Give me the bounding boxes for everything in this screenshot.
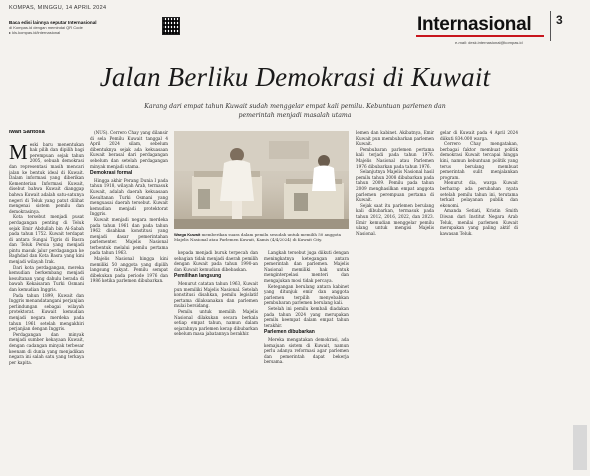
paragraph: Pembubaran parlemen pertama kali terjadi pada tahun 1976. Majelis Nasional atau Parlemen 1976 dibubarkan pada tahun 1976. <box>356 146 434 169</box>
section-heading: Pemilihan langsung <box>174 273 222 280</box>
paragraph: gelar di Kuwait pada 4 April 2024 diikuti 834.000 warga. <box>440 130 518 141</box>
article-column-3 <box>174 250 258 470</box>
paragraph: (NUS). Cerrero Chay yang dilansir di sela Pemilu Kuwait tanggal 4 April 2024 silam, sebelum dibentuknya sejak ada kekuasaan Kuwait berasal dari perdagangan sebelum dan setelah perdagangan minyak menjadi utama. <box>90 130 168 169</box>
section-rule <box>416 35 544 37</box>
paragraph: Amanda Setiati, Kristin Smith Diwan dari Institut Negara Arab Teluk, menilai parlemen Kuwait merupakan yang paling aktif di kawasan Teluk. <box>440 208 518 236</box>
article-column-6 <box>440 130 518 470</box>
paragraph: Sejak saat itu parlemen berulang kali dibubarkan, termasuk pada tahun 2012, 2016, 2022, dan 2023. Emir kemudian menggelar pemilu ulang untuk mengisi Majelis Nasional. <box>356 202 434 236</box>
paragraph: Cerrero Chay mengatakan, berbagai faktor membuat politik demokrasi Kuwait tercapai hingga kini, namun kebuntuan politik yang terus berulang membuat pemerintah sulit menjalankan program. <box>440 141 518 180</box>
voting-photo-illustration <box>174 131 349 229</box>
article-headline: Jalan Berliku Demokrasi di Kuwait <box>99 62 491 92</box>
photo-caption-text: memberikan suara dalam pemilu sesudah untuk memilih 50 anggota Majelis Nasional atau Parlemen Kuwait, Kamis (4/4/2024) di Kuwait City. <box>174 232 342 243</box>
article-column-2 <box>90 130 168 470</box>
qr-code-icon[interactable] <box>162 17 180 35</box>
page-number-divider <box>550 11 551 41</box>
paragraph: lemen dan kabinet. Akibatnya, Emir Kuwait pun membubarkan parlemen Kuwait. <box>356 130 434 147</box>
paragraph: Perdagangan dan minyak menjadi sumber kekayaan Kuwait, dengan cadangan minyak terbesar keenam di dunia yang menjadikan negara ini salah satu yang terkaya per kapita. <box>9 331 84 365</box>
promo-link[interactable]: ▸ kls.kompas.id/internasional <box>9 30 61 35</box>
promo-text: di Kompas.id dengan memindai QR Code <box>9 25 83 30</box>
paragraph: eski baru menentukan hak pilih dan dipilih bagi perempuan sejak tahun 2005, sebuah demokrasi dan representasi masih mencari jalan ke bentuk ideal di Kuwait. Dalam informasi yang diberikan Kementerian Informasi Kuwait, disebut bahwa Kuwait dianggap bahwa Kuwait adalah satu-satunya negeri di Teluk yang patut dilihat mengenai sistem pemilu dan demokrasinya. <box>9 141 84 214</box>
article-column-1 <box>9 130 84 470</box>
corner-watermark <box>573 425 587 470</box>
promo-title: Baca edisi lainnya seputar Internasional <box>9 20 97 25</box>
article-column-4 <box>264 250 349 470</box>
paragraph: Mereka mengatakan demokrasi, ada kemajuan sistem di Kuwait, namun perlu adanya reformasi agar parlemen dan pemerintah dapat bekerja bersama. <box>264 336 349 365</box>
paragraph: Setelah ini pemilu kembali diadakan pada tahun 2024 yang merupakan pemilu keempat dalam empat tahun terakhir. <box>264 305 349 328</box>
paragraph: Langkah tersebut juga diikuti dengan meningkatnya ketegangan antara pemerintah dan parlemen. Majelis Nasional memiliki hak untuk menginterpelasi menteri dan mengajukan mosi tidak percaya. <box>264 250 349 283</box>
paragraph: Selanjutnya Majelis Nasional hasil pemilu tahun 2008 dibubarkan pada tahun 2009. Pemilu pada tahun 2009 menghasilkan empat anggota parlemen perempuan pertama di Kuwait. <box>356 169 434 203</box>
section-heading: Demokrasi formal <box>90 170 133 177</box>
paragraph: Pemilu untuk memilih Majelis Nasional dilakukan secara berkala setiap empat tahun, namun dalam sejarahnya parlemen kerap dibubarkan sebelum masa jabatannya berakhir. <box>174 308 258 337</box>
paragraph: Pada tahun 1899, Kuwait dan Inggris menandatangani perjanjian perlindungan sebagai wilayah protektorat. Kuwait kemudian menjadi negara merdeka pada tahun 1961 setelah mengakhiri perjanjian dengan Inggris. <box>9 292 84 332</box>
photo-caption <box>174 232 349 242</box>
article-subheadline: Karang dari empat tahun Kuwait sudah menggelar empat kali pemilu. Kebuntuan parlemen dan pemerintah menjadi masalah utama <box>144 103 446 119</box>
paragraph: Dari kota perdagangan, mereka kemudian berkembang menjadi kesultanan yang dahulu berada di bawah Kekaisaran Turki Osmani dan kemudian Inggris. <box>9 264 84 293</box>
section-title: Internasional <box>417 14 532 35</box>
paragraph: Menurut dia, warga Kuwait berharap ada perubahan nyata setelah pemilu tahun ini, terutama terkait pelayanan publik dan ekonomi. <box>440 180 518 208</box>
author-byline: Iwan Santosa <box>9 130 45 135</box>
paragraph: kepada menjadi buruk terpecah dan sebagian tidak menjadi daerah pemilih dengan Kuwait pada tahun 1990-an dan Kuwait kemudian dibebaskan. <box>174 250 258 272</box>
page-header <box>0 0 590 48</box>
side-watermark <box>573 70 587 170</box>
page-number: 3 <box>556 13 563 27</box>
section-heading: Parlemen dibubarkan <box>264 329 315 336</box>
paragraph: Majelis Nasional hingga kini memiliki 50 anggota yang dipilih langsung rakyat. Pemilu sempat dibekukan pada periode 1976 dan 1986 ketika parlemen dibubarkan. <box>90 256 168 284</box>
paragraph: Kota tersebut menjadi pusat perdagangan penting di Teluk sejak Emir Abdullah bin Al-Sabah pada tahun 1752. Kuwait terdapat di antara Sungai Tigris di Basra dan Teluk Persia yang menjadi pintu masuk jalur perdagangan ke Baghdad dan Kota Basra yang kini menjadi wilayah Irak. <box>9 214 84 265</box>
voting-photo <box>174 131 349 229</box>
paragraph: Menurut catatan tahun 1963, Kuwait pun memiliki Majelis Nasional. Setelah konstitusi disahkan, pemilu legislatif pertama dilaksanakan dan parlemen mulai bersidang. <box>174 280 258 309</box>
promo-block <box>9 20 159 35</box>
paragraph: Hingga akhir Perang Dunia I pada tahun 1918, wilayah Arab, termasuk Kuwait, adalah daerah kekuasaan Kesultanan Turki Osmani yang menguasai daerah tersebut. Kuwait kemudian menjadi protektorat Inggris. <box>90 177 168 217</box>
paragraph: Ketegangan berulang antara kabinet yang ditunjuk emir dan anggota parlemen terpilih menyebabkan pembubaran parlemen berulang kali. <box>264 283 349 306</box>
section-email: e-mail: desk.internasional@kompas.id <box>455 40 523 45</box>
publication-line: KOMPAS, MINGGU, 14 APRIL 2024 <box>9 5 107 11</box>
paragraph: Kuwait menjadi negara merdeka pada tahun 1961 dan pada tahun 1962 disahkan konstitusi yang menjadi dasar pemerintahan parlementer. Majelis Nasional terbentuk melalui pemilu pertama pada tahun 1963. <box>90 216 168 256</box>
article-column-5 <box>356 130 434 470</box>
photo-caption-label: Warga Kuwait <box>174 232 201 237</box>
drop-cap: M <box>9 139 28 164</box>
